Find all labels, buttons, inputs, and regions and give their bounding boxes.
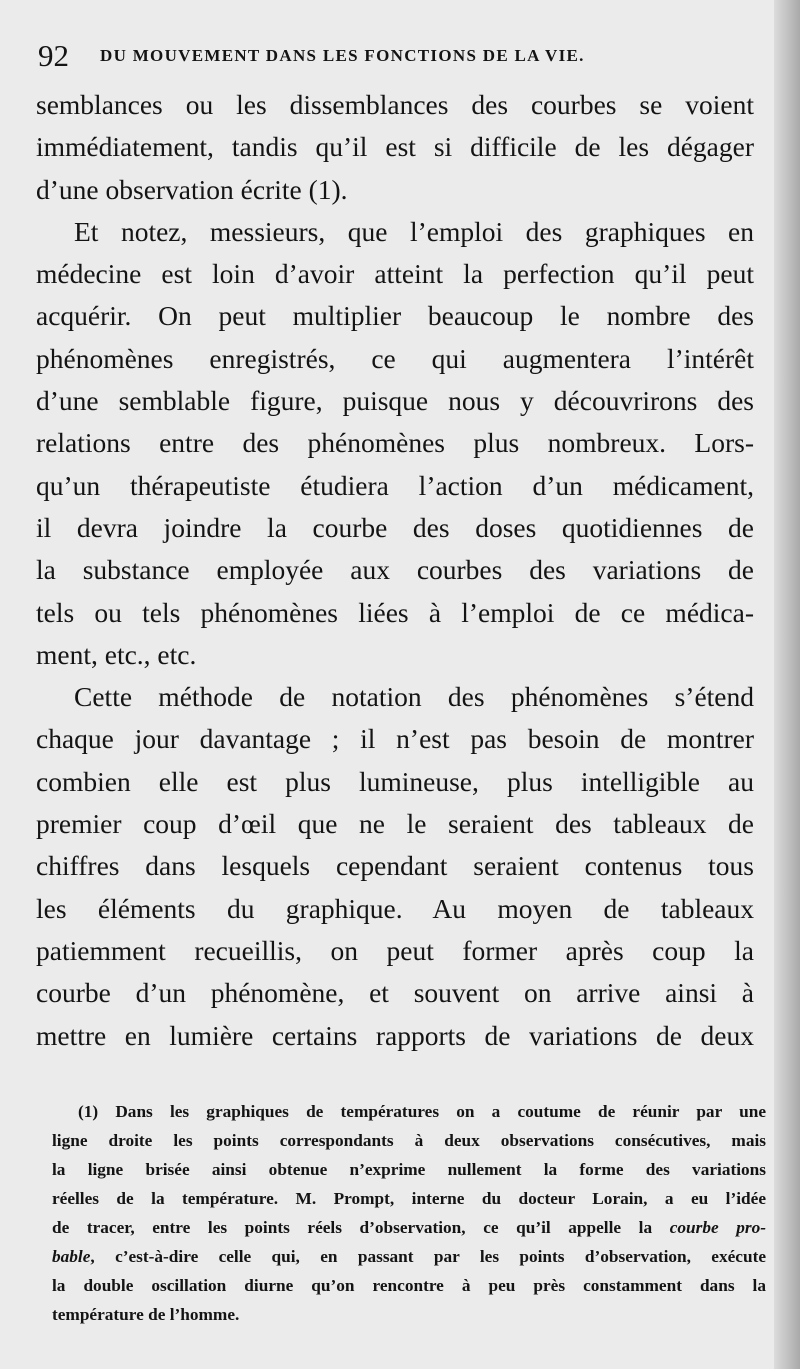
text-line: premier coup d’œil que ne le seraient des tableaux de xyxy=(36,808,754,840)
text-line: les éléments du graphique. Au moyen de tableaux xyxy=(36,892,754,924)
text-line: chaque jour davantage ; il n’est pas besoin de montrer xyxy=(36,723,754,755)
text-line: relations entre des phénomènes plus nombreux. Lors- xyxy=(36,427,754,459)
footnote-line: la double oscillation diurne qu’on rencontre à peu près constamment dans la xyxy=(52,1276,766,1295)
text-line: d’une semblable figure, puisque nous y découvrirons des xyxy=(36,385,754,417)
text-line: tels ou tels phénomènes liées à l’emploi de ce médica- xyxy=(36,596,754,628)
footnote xyxy=(52,1097,766,1329)
body-text xyxy=(36,84,754,1057)
text-line: qu’un thérapeutiste étudiera l’action d’un médicament, xyxy=(36,469,754,501)
footnote-line xyxy=(52,1242,766,1271)
page-number: 92 xyxy=(38,38,69,73)
footnote-line: (1) Dans les graphiques de températures on a coutume de réunir par une xyxy=(78,1102,766,1121)
text-line: patiemment recueillis, on peut former après coup la xyxy=(36,934,754,966)
running-title: DU MOUVEMENT DANS LES FONCTIONS DE LA VIE. xyxy=(100,46,585,65)
text-line: Cette méthode de notation des phénomènes s’étend xyxy=(74,681,754,713)
page-header xyxy=(38,36,758,76)
text-line: mettre en lumière certains rapports de variations de deux xyxy=(36,1019,754,1051)
text-line: phénomènes enregistrés, ce qui augmentera l’intérêt xyxy=(36,342,754,374)
text-line: semblances ou les dissemblances des courbes se voient xyxy=(36,89,754,120)
footnote-line: la ligne brisée ainsi obtenue n’exprime nullement la forme des variations xyxy=(52,1160,766,1179)
footnote-line: ligne droite les points correspondants à deux observations consécutives, mais xyxy=(52,1131,766,1150)
footnote-text: , c’est-à-dire celle qui, en passant par les points d’observation, exécute xyxy=(90,1247,766,1266)
text-line: Et notez, messieurs, que l’emploi des graphiques en xyxy=(74,215,754,247)
footnote-line xyxy=(52,1213,766,1242)
text-line: acquérir. On peut multiplier beaucoup le nombre des xyxy=(36,300,754,332)
footnote-text: de tracer, entre les points réels d’observation, ce qu’il appelle la xyxy=(52,1218,670,1237)
footnote-italic-term: bable xyxy=(52,1247,91,1266)
footnote-line: température de l’homme. xyxy=(52,1305,240,1324)
text-line: courbe d’un phénomène, et souvent on arrive ainsi à xyxy=(36,977,754,1009)
text-line: médecine est loin d’avoir atteint la perfection qu’il peut xyxy=(36,258,754,290)
text-line: d’une observation écrite (1). xyxy=(36,173,348,205)
text-line: combien elle est plus lumineuse, plus intelligible au xyxy=(36,765,754,797)
text-line: chiffres dans lesquels cependant seraient contenus tous xyxy=(36,850,754,882)
text-line: immédiatement, tandis qu’il est si difficile de les dégager xyxy=(36,131,754,163)
text-line: ment, etc., etc. xyxy=(36,638,197,670)
page-edge-shadow xyxy=(774,0,800,1369)
text-line: il devra joindre la courbe des doses quotidiennes de xyxy=(36,511,754,543)
footnote-italic-term: courbe pro- xyxy=(669,1218,766,1237)
footnote-line: réelles de la température. M. Prompt, interne du docteur Lorain, a eu l’idée xyxy=(52,1189,766,1208)
text-line: la substance employée aux courbes des variations de xyxy=(36,554,754,586)
